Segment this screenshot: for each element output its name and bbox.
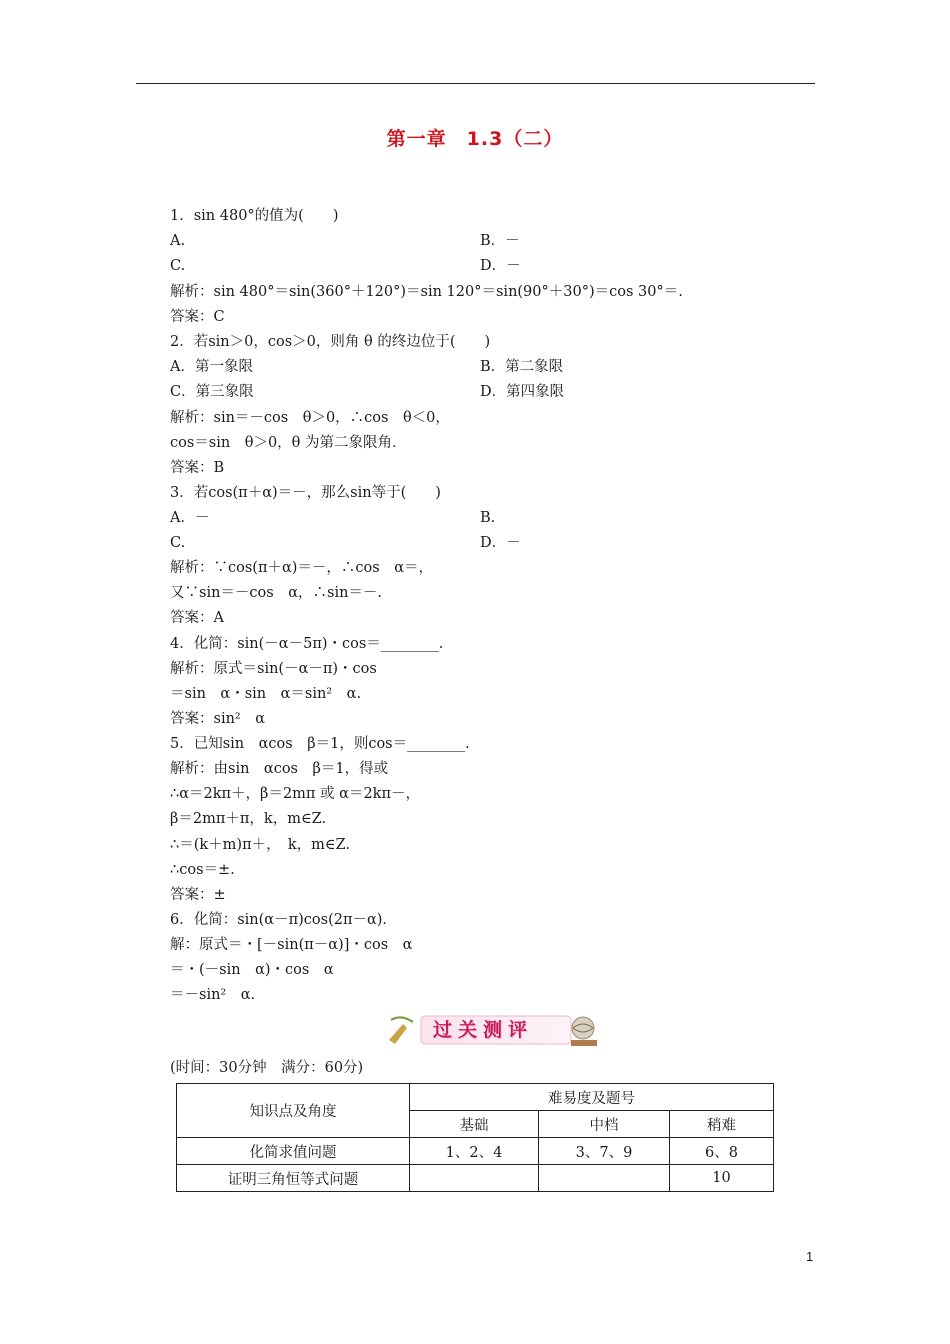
q2-answer: 答案：B (170, 460, 225, 476)
q1-option-c: C. (170, 258, 186, 274)
leaf-icon (391, 1017, 413, 1022)
header-rule (136, 83, 815, 84)
q5-answer: 答案：± (170, 887, 226, 903)
table-cell: 6、8 (670, 1138, 774, 1165)
q1-stem: 1．sin 480°的值为( ) (170, 208, 339, 224)
q4-analysis: 解析：原式＝sin(－α－π)・cos (170, 661, 377, 677)
globe-icon (572, 1017, 594, 1039)
q3-answer: 答案：A (170, 610, 224, 626)
q2-analysis-cont: cos＝sin θ＞0，θ 为第二象限角． (170, 435, 407, 451)
q2-option-d: D．第四象限 (480, 384, 565, 400)
table-cell: 证明三角恒等式问题 (177, 1165, 410, 1192)
q1-option-a: A. (170, 233, 186, 249)
q3-option-b: B. (480, 510, 496, 526)
q5-analysis-cont: ∴＝(k＋m)π＋， k，m∈Z. (170, 837, 351, 853)
q1-analysis: 解析：sin 480°＝sin(360°＋120°)＝sin 120°＝sin(90°＋30°)＝cos 30°＝. (170, 284, 683, 300)
banner-title: 过关测评 (433, 1019, 534, 1041)
q3-analysis-cont: 又∵sin＝－cos α，∴sin＝－. (170, 585, 383, 601)
table-cell: 10 (670, 1165, 774, 1192)
q5-analysis: 解析：由sin αcos β＝1，得或 (170, 761, 389, 777)
table-row (177, 1165, 774, 1192)
page-title: 第一章 1.3（二） (386, 128, 564, 150)
q5-analysis-cont: ∴cos＝±. (170, 862, 235, 878)
q3-option-a: A．－ (170, 510, 210, 526)
header-medium: 中档 (539, 1111, 670, 1138)
q2-stem: 2．若sin＞0，cos＞0，则角 θ 的终边位于( ) (170, 334, 491, 350)
page-number: 1 (806, 1249, 814, 1264)
pencil-icon (389, 1024, 407, 1044)
table-cell: 1、2、4 (410, 1138, 539, 1165)
q6-solution-cont: ＝・(－sin α)・cos α (170, 962, 334, 978)
table-cell: 化简求值问题 (177, 1138, 410, 1165)
q5-analysis-cont: β＝2mπ＋π，k，m∈Z. (170, 811, 327, 827)
q6-solution-cont: ＝－sin² α. (170, 987, 256, 1003)
q2-option-b: B．第二象限 (480, 359, 564, 375)
table-cell (410, 1165, 539, 1192)
q5-stem: 5．已知sin αcos β＝1，则cos＝________. (170, 736, 470, 752)
header-hard: 稍难 (670, 1111, 774, 1138)
header-basic: 基础 (410, 1111, 539, 1138)
books-icon (571, 1040, 597, 1046)
q2-analysis: 解析：sin＝－cos θ＞0，∴cos θ＜0， (170, 410, 450, 426)
header-difficulty: 难易度及题号 (410, 1084, 774, 1111)
q4-analysis-cont: ＝sin α・sin α＝sin² α. (170, 686, 362, 702)
q6-stem: 6．化简：sin(α－π)cos(2π－α)． (170, 912, 397, 928)
q2-option-a: A．第一象限 (170, 359, 253, 375)
q2-option-c: C．第三象限 (170, 384, 254, 400)
q1-option-d: D．－ (480, 258, 521, 274)
table-cell: 3、7、9 (539, 1138, 670, 1165)
difficulty-table (176, 1083, 774, 1192)
q3-option-c: C. (170, 535, 186, 551)
q4-answer: 答案：sin² α (170, 711, 266, 727)
table-cell (539, 1165, 670, 1192)
q4-stem: 4．化简：sin(－α－5π)・cos＝________. (170, 636, 444, 652)
q3-analysis: 解析：∵cos(π＋α)＝－，∴cos α＝， (170, 560, 434, 576)
q1-answer: 答案：C (170, 309, 225, 325)
q1-option-b: B．－ (480, 233, 520, 249)
header-knowledge: 知识点及角度 (177, 1084, 410, 1138)
time-info: (时间：30分钟 满分：60分) (170, 1060, 364, 1076)
section-banner (385, 1010, 605, 1052)
q5-analysis-cont: ∴α＝2kπ＋，β＝2mπ 或 α＝2kπ－， (170, 786, 420, 802)
q3-option-d: D．－ (480, 535, 521, 551)
q6-solution: 解：原式＝・[－sin(π－α)]・cos α (170, 937, 413, 953)
table-row (177, 1138, 774, 1165)
q3-stem: 3．若cos(π＋α)＝－，那么sin等于( ) (170, 485, 441, 501)
